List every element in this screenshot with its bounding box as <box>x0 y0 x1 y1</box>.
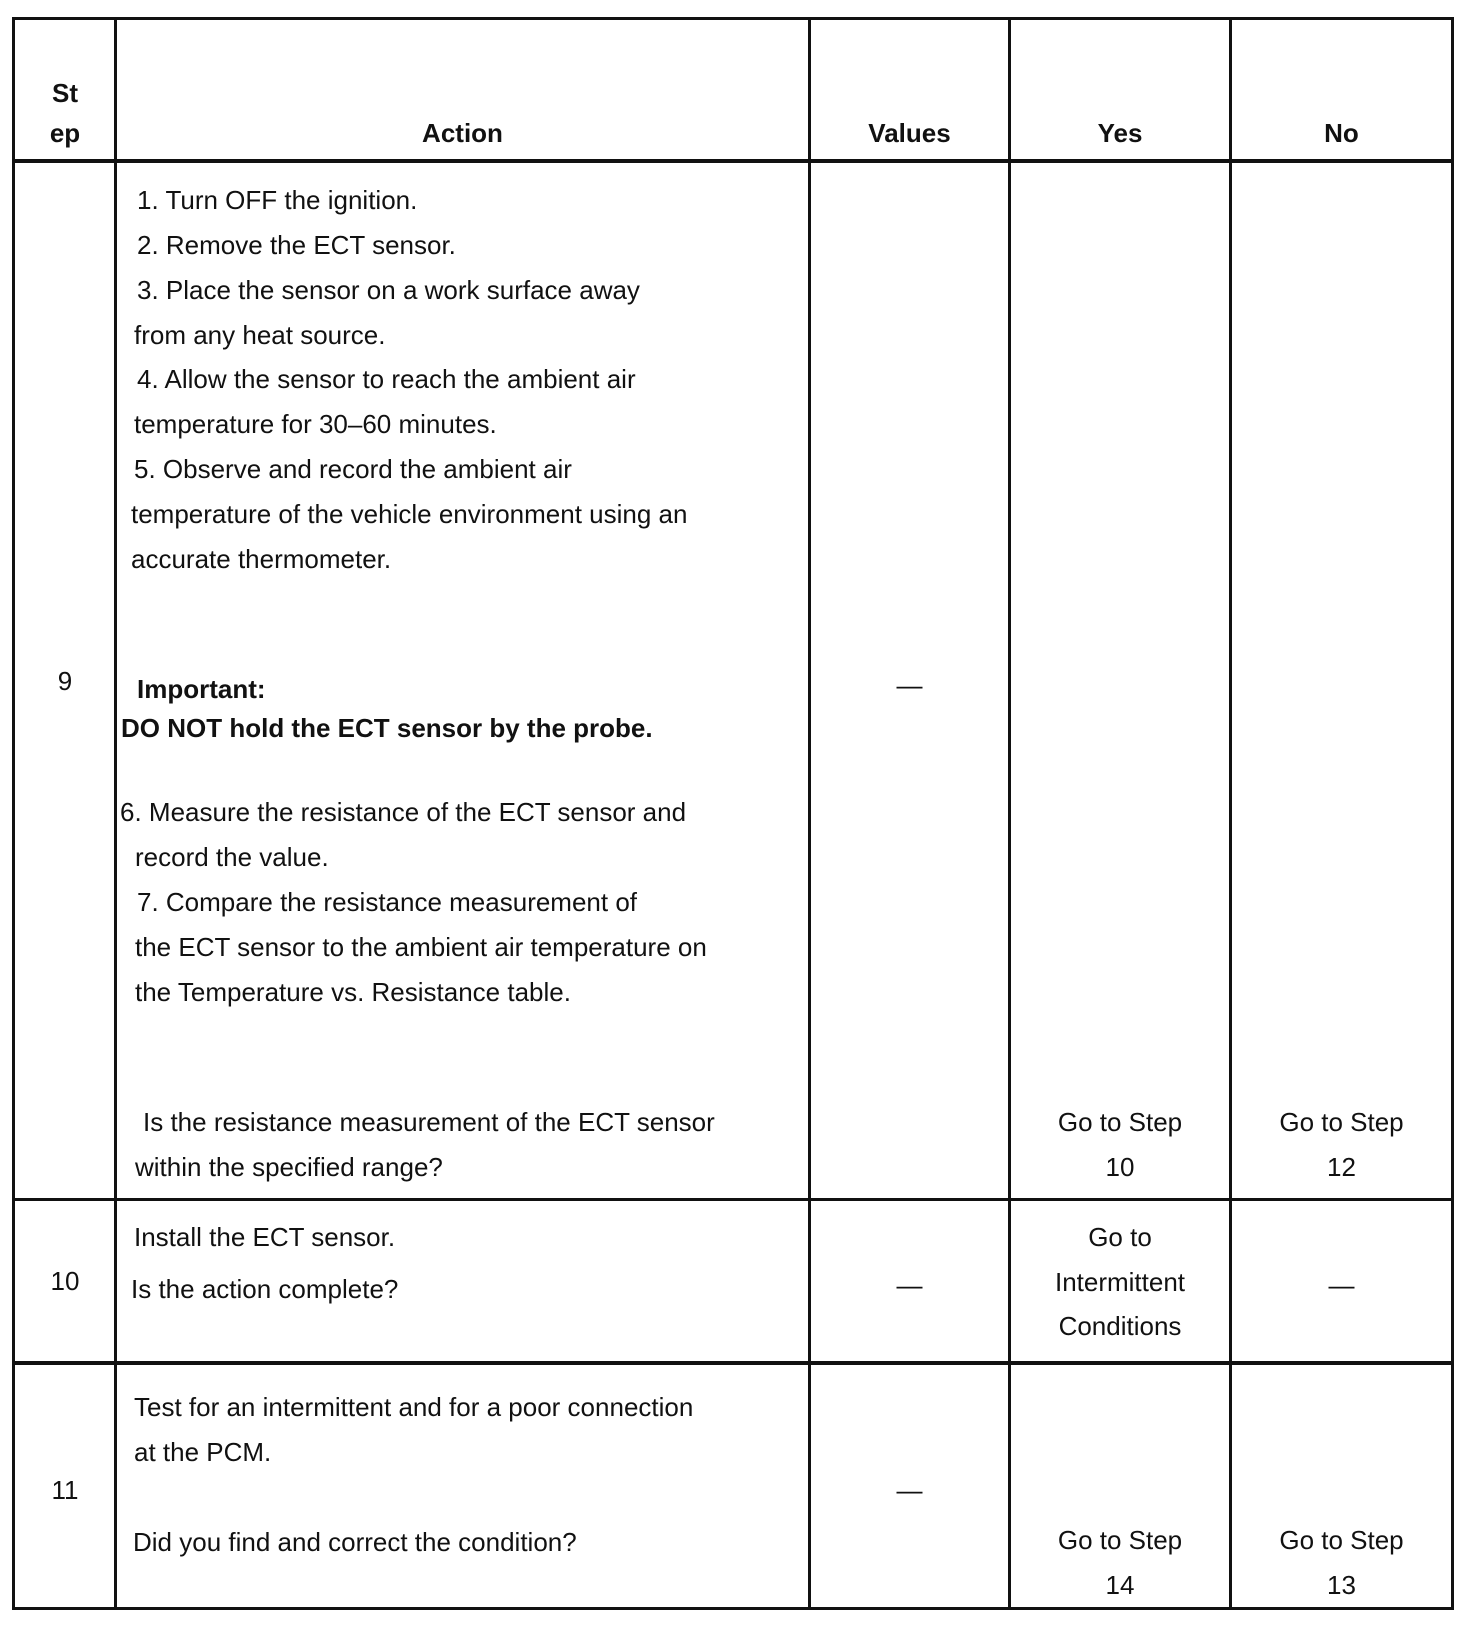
question-line: Is the action complete? <box>131 1274 399 1304</box>
action-line: 6. Measure the resistance of the ECT sensor and <box>120 797 687 827</box>
yes-column-divider <box>1229 17 1232 1610</box>
no-cell-line: 12 <box>1327 1152 1356 1182</box>
header-step-line-2: ep <box>49 118 81 148</box>
row-10-bottom-border <box>14 1361 1454 1365</box>
yes-cell-line: Go to Step <box>1057 1107 1183 1137</box>
action-line: 5. Observe and record the ambient air <box>134 454 572 484</box>
action-line: 1. Turn OFF the ignition. <box>137 185 418 215</box>
action-line: 2. Remove the ECT sensor. <box>137 230 456 260</box>
table-right-border <box>1451 17 1454 1610</box>
yes-cell-line: 10 <box>1105 1152 1135 1182</box>
yes-cell-line: Conditions <box>1058 1311 1182 1341</box>
yes-cell-line: Go to <box>1088 1222 1152 1252</box>
action-line: 7. Compare the resistance measurement of <box>137 887 638 917</box>
header-yes: Yes <box>1097 118 1143 148</box>
values-cell: — <box>896 1270 923 1300</box>
action-line: Test for an intermittent and for a poor connection <box>134 1392 694 1422</box>
yes-cell-line: Intermittent <box>1054 1267 1186 1297</box>
header-bottom-border <box>12 159 1454 163</box>
action-line: Install the ECT sensor. <box>134 1222 396 1252</box>
important-text: DO NOT hold the ECT sensor by the probe. <box>121 713 653 743</box>
action-column-divider <box>808 17 811 1610</box>
action-line: from any heat source. <box>134 320 386 350</box>
step-column-divider <box>114 17 117 1610</box>
header-values: Values <box>868 118 951 148</box>
values-cell: — <box>896 670 923 700</box>
no-cell-line: 13 <box>1327 1570 1356 1600</box>
no-cell: — <box>1328 1270 1355 1300</box>
important-label: Important: <box>137 674 266 704</box>
question-line: Is the resistance measurement of the ECT sensor <box>143 1107 715 1137</box>
action-line: record the value. <box>135 842 329 872</box>
no-cell-line: Go to Step <box>1279 1107 1404 1137</box>
question-line: Did you find and correct the condition? <box>133 1527 577 1557</box>
table-left-border <box>12 17 15 1610</box>
action-line: temperature of the vehicle environment using an <box>131 499 688 529</box>
action-line: at the PCM. <box>134 1437 272 1467</box>
step-number: 10 <box>50 1266 80 1296</box>
action-line: the ECT sensor to the ambient air temperature on <box>135 932 707 962</box>
step-number: 11 <box>51 1475 79 1505</box>
question-line: within the specified range? <box>135 1152 443 1182</box>
no-cell-line: Go to Step <box>1279 1525 1404 1555</box>
table-bottom-border <box>14 1607 1454 1610</box>
header-step-line-1: St <box>52 78 78 108</box>
row-9-bottom-border <box>14 1198 1454 1201</box>
action-line: accurate thermometer. <box>131 544 392 574</box>
action-line: 4. Allow the sensor to reach the ambient air <box>137 364 636 394</box>
table-top-border <box>12 17 1454 20</box>
action-line: temperature for 30–60 minutes. <box>134 409 497 439</box>
header-no: No <box>1324 118 1359 148</box>
yes-cell-line: Go to Step <box>1057 1525 1183 1555</box>
yes-cell-line: 14 <box>1105 1570 1135 1600</box>
values-cell: — <box>896 1475 923 1505</box>
step-number: 9 <box>57 666 73 696</box>
action-line: 3. Place the sensor on a work surface away <box>137 275 640 305</box>
header-action: Action <box>422 118 503 148</box>
values-column-divider <box>1008 17 1011 1610</box>
action-line: the Temperature vs. Resistance table. <box>135 977 571 1007</box>
